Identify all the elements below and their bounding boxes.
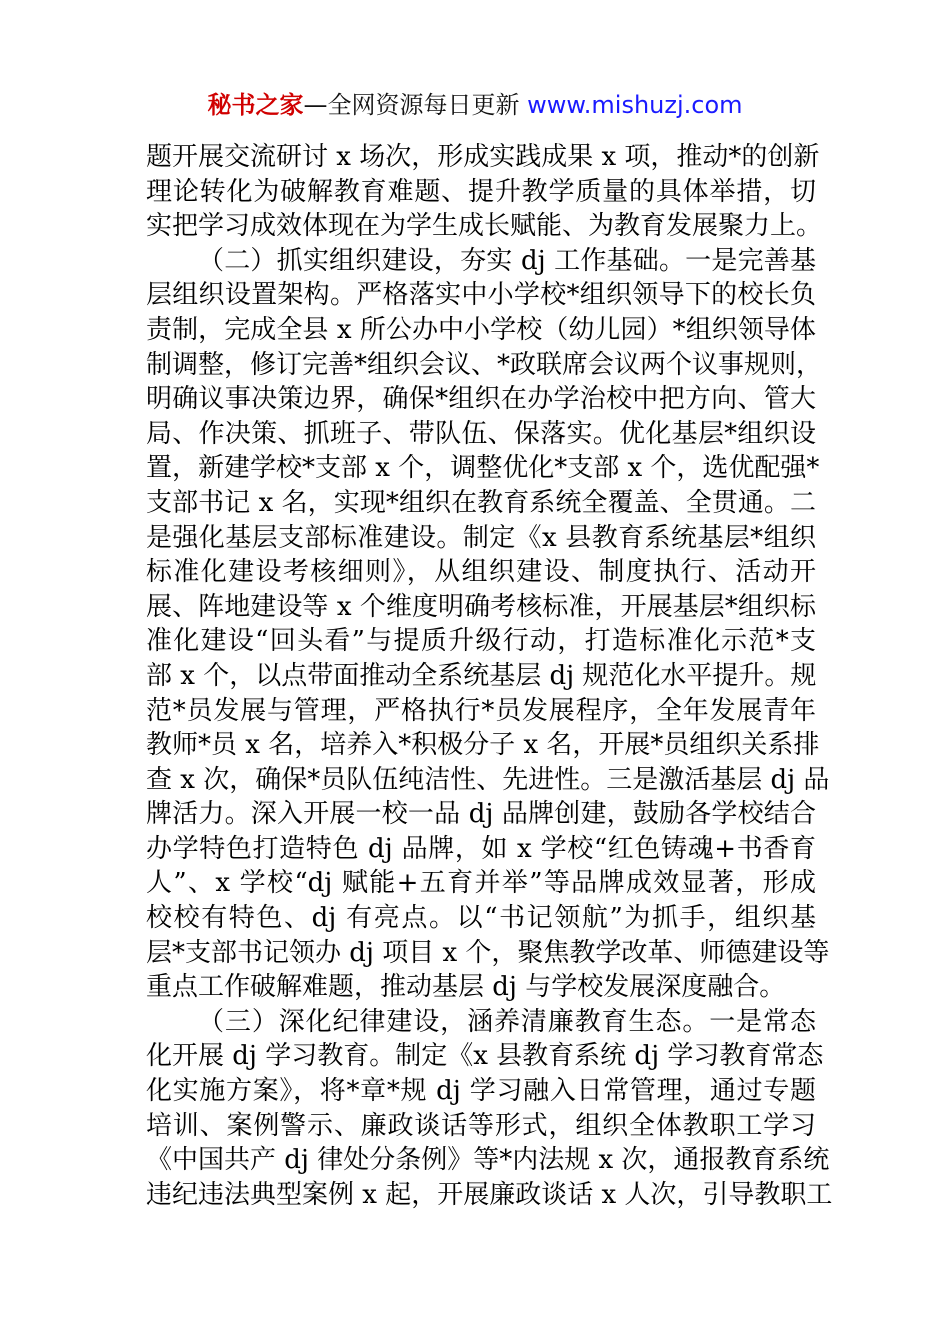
- text-line: 培训、案例警示、廉政谈话等形式，组织全体教职工学习: [146, 1110, 816, 1141]
- text-line: 理论转化为破解教育难题、提升教学质量的具体举措，切: [146, 176, 816, 207]
- text-line: 违纪违法典型案例 x 起，开展廉政谈话 x 人次，引导教职工: [146, 1179, 833, 1210]
- text-line: 办学特色打造特色 dj 品牌，如 x 学校“红色铸魂+书香育: [146, 833, 816, 864]
- text-line: 局、作决策、抓班子、带队伍、保落实。优化基层*组织设: [146, 418, 816, 449]
- text-line: 《中国共产 dj 律处分条例》等*内法规 x 次，通报教育系统: [146, 1145, 830, 1176]
- text-line: 责制，完成全县 x 所公办中小学校（幼儿园）*组织领导体: [146, 314, 816, 345]
- text-line: 查 x 次，确保*员队伍纯洁性、先进性。三是激活基层 dj 品: [146, 764, 830, 795]
- text-line: 部 x 个，以点带面推动全系统基层 dj 规范化水平提升。规: [146, 660, 817, 691]
- text-line: 人”、x 学校“dj 赋能+五育并举”等品牌成效显著，形成: [146, 868, 816, 899]
- section-heading-line: （三）深化纪律建设，涵养清廉教育生态。一是常态: [198, 1006, 816, 1037]
- text-line: 准化建设“回头看”与提质升级行动，打造标准化示范*支: [146, 626, 816, 657]
- website-link[interactable]: www.mishuzj.com: [527, 91, 743, 119]
- text-line: 教师*员 x 名，培养入*积极分子 x 名，开展*员组织关系排: [146, 730, 820, 761]
- text-line: 层组织设置架构。严格落实中小学校*组织领导下的校长负: [146, 280, 816, 311]
- section-heading-line: （二）抓实组织建设，夯实 dj 工作基础。一是完善基: [198, 245, 816, 276]
- text-line: 校校有特色、dj 有亮点。以“书记领航”为抓手，组织基: [146, 903, 816, 934]
- text-line: 化实施方案》，将*章*规 dj 学习融入日常管理，通过专题: [146, 1076, 816, 1107]
- text-line: 展、阵地建设等 x 个维度明确考核标准，开展基层*组织标: [146, 591, 816, 622]
- header-slogan: —全网资源每日更新: [303, 91, 528, 119]
- text-line: 牌活力。深入开展一校一品 dj 品牌创建，鼓励各学校结合: [146, 799, 816, 830]
- text-line: 题开展交流研讨 x 场次，形成实践成果 x 项，推动*的创新: [146, 142, 820, 172]
- text-line: 实把学习成效体现在为学生成长赋能、为教育发展聚力上。: [146, 211, 823, 242]
- text-line: 范*员发展与管理，严格执行*员发展程序，全年发展青年: [146, 695, 816, 726]
- text-line: 重点工作破解难题，推动基层 dj 与学校发展深度融合。: [146, 972, 786, 1003]
- text-line: 化开展 dj 学习教育。制定《x 县教育系统 dj 学习教育常态: [146, 1041, 824, 1072]
- text-line: 标准化建设考核细则》，从组织建设、制度执行、活动开: [146, 557, 816, 588]
- text-line: 明确议事决策边界，确保*组织在办学治校中把方向、管大: [146, 384, 816, 415]
- text-line: 层*支部书记领办 dj 项目 x 个，聚焦教学改革、师德建设等: [146, 937, 830, 968]
- text-line: 置，新建学校*支部 x 个，调整优化*支部 x 个，选优配强*: [146, 453, 820, 484]
- text-line: 是强化基层支部标准建设。制定《x 县教育系统基层*组织: [146, 522, 816, 553]
- brand-name: 秘书之家: [207, 91, 304, 119]
- text-line: 制调整，修订完善*组织会议、*政联席会议两个议事规则，: [146, 349, 823, 380]
- page-header: [0, 88, 950, 122]
- document-body: [146, 140, 833, 1212]
- text-line: 支部书记 x 名，实现*组织在教育系统全覆盖、全贯通。二: [146, 487, 816, 518]
